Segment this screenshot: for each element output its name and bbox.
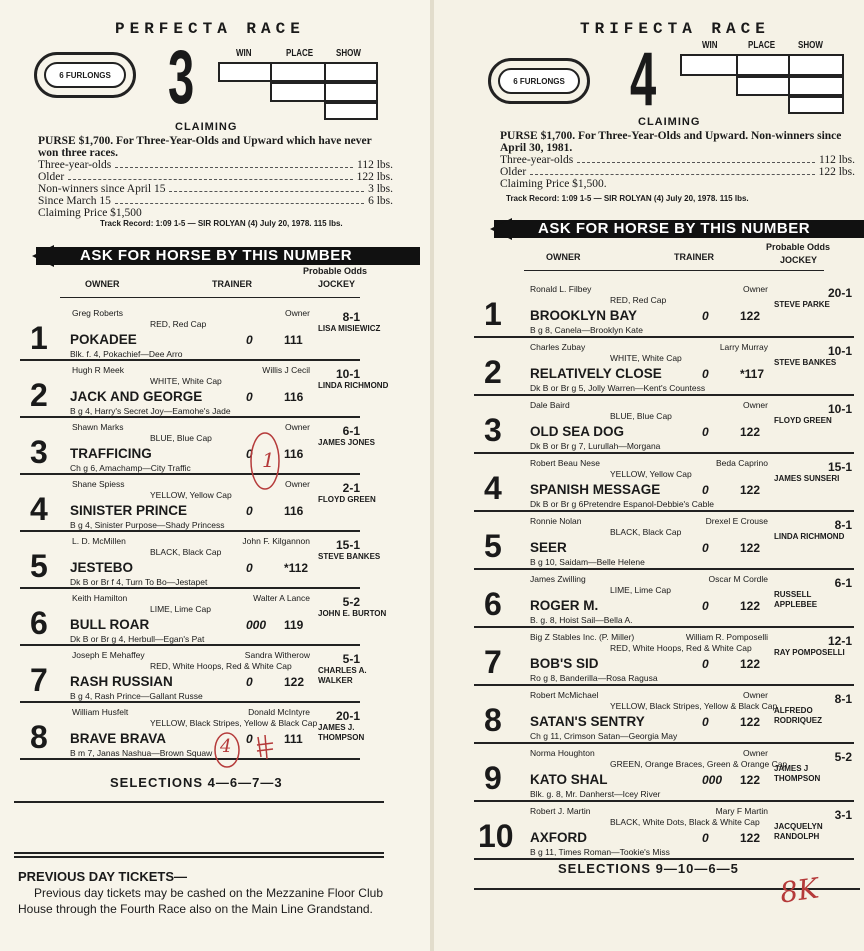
equipment: 0 [702, 483, 709, 497]
weight: 122 [740, 715, 761, 729]
jockey-name: LINDA RICHMOND [774, 532, 845, 541]
silk-colors: YELLOW, Yellow Cap [150, 490, 232, 500]
owner-name: Greg Roberts [72, 308, 124, 318]
entry-rule [20, 416, 360, 418]
track-record: Track Record: 1:09 1-5 — SIR ROLYAN (4) July 20, 1978. 115 lbs. [100, 219, 343, 228]
owner-header: OWNER [546, 252, 581, 262]
trainer-name: Owner [742, 690, 768, 700]
horse-name: BRAVE BRAVA [70, 731, 167, 746]
entry-rule [474, 684, 854, 686]
race-title: TRIFECTA RACE [580, 20, 770, 38]
horse-name: RELATIVELY CLOSE [530, 366, 662, 381]
weight: 116 [284, 504, 304, 518]
purse-text: PURSE $1,700. For Three-Year-Olds and Upward which have never won three races. [38, 135, 372, 159]
horse-name: JESTEBO [70, 560, 134, 575]
pedigree: B. g. 8, Hoist Sail—Bella A. [530, 615, 633, 625]
entry-rule [20, 530, 360, 532]
win-box[interactable] [218, 62, 272, 82]
equipment: 0 [246, 447, 253, 461]
place-box[interactable] [270, 62, 326, 82]
probable-odds: 2-1 [342, 481, 360, 495]
program-number: 5 [484, 528, 502, 565]
horse-entry [0, 648, 430, 705]
weight-row: Non-winners since April 15 3 lbs. [38, 183, 393, 195]
horse-name: OLD SEA DOG [530, 424, 625, 439]
owner-name: Robert Beau Nese [530, 458, 600, 468]
horse-name: POKADEE [70, 332, 137, 347]
trainer-name: Willis J Cecil [262, 365, 310, 375]
payout-grid [218, 48, 378, 120]
horse-name: SPANISH MESSAGE [530, 482, 661, 497]
entry-rule [474, 626, 854, 628]
weight: 116 [284, 447, 304, 461]
trainer-name: Owner [284, 308, 310, 318]
owner-name: Charles Zubay [530, 342, 586, 352]
horse-name: ROGER M. [530, 598, 599, 613]
equipment: 0 [702, 309, 709, 323]
jockey-header: JOCKEY [318, 279, 356, 289]
show-box-2[interactable] [324, 82, 378, 102]
probable-odds: 20-1 [827, 286, 852, 300]
horse-name: BROOKLYN BAY [530, 308, 638, 323]
program-number: 2 [30, 376, 48, 413]
jockey-header: JOCKEY [780, 255, 818, 265]
probable-odds: 20-1 [335, 709, 360, 723]
probable-odds: 8-1 [834, 518, 852, 532]
equipment: 000 [246, 618, 267, 632]
pedigree: B g 4, Harry's Secret Joy—Eamohe's Jade [70, 406, 231, 416]
owner-name: Robert McMichael [530, 690, 599, 700]
program-number: 8 [30, 718, 48, 755]
pedigree: B g 11, Times Roman—Tookie's Miss [530, 847, 670, 857]
owner-header: OWNER [85, 279, 120, 289]
jockey-name: LISA MISIEWICZ [318, 324, 381, 333]
pedigree: Ro g 8, Banderilla—Rosa Ragusa [530, 673, 658, 683]
entry-rule [474, 568, 854, 570]
selections: SELECTIONS 4—6—7—3 [110, 775, 283, 790]
horse-entry [0, 363, 430, 420]
pedigree: Dk B or Br g 7, Lurullah—Morgana [530, 441, 661, 451]
weight: 122 [740, 483, 761, 497]
jockey-name: STEVE PARKE [774, 300, 830, 309]
equipment: 0 [246, 504, 253, 518]
race-number: 4 [630, 37, 657, 122]
track-record: Track Record: 1:09 1-5 — SIR ROLYAN (4) July 20, 1978. 115 lbs. [506, 194, 749, 203]
owner-name: Shawn Marks [72, 422, 124, 432]
owner-name: L. D. McMillen [72, 536, 126, 546]
owner-name: Ronnie Nolan [530, 516, 582, 526]
owner-name: Big Z Stables Inc. (P. Miller) [530, 632, 635, 642]
equipment: 0 [246, 561, 253, 575]
ask-banner: ASK FOR HORSE BY THIS NUMBER [494, 220, 864, 238]
claiming-price: Claiming Price $1,500 [38, 207, 142, 219]
ask-banner: ASK FOR HORSE BY THIS NUMBER [36, 247, 420, 265]
entry-rule [20, 701, 360, 703]
silk-colors: LIME, Lime Cap [610, 585, 671, 595]
entry-rule [20, 758, 360, 760]
entry-rule [474, 858, 854, 860]
horse-entry [0, 306, 430, 363]
trainer-header: TRAINER [674, 252, 714, 262]
jockey-name: CHARLES A. WALKER [318, 666, 367, 685]
race-4-page [434, 0, 864, 951]
show-box[interactable] [788, 54, 844, 76]
owner-name: Dale Baird [530, 400, 570, 410]
handwritten-mark: 4 [220, 736, 232, 757]
entry-rule [474, 394, 854, 396]
handwritten-mark: 8K [777, 871, 821, 910]
show-header: SHOW [336, 48, 361, 59]
jockey-name: STEVE BANKES [318, 552, 381, 561]
probable-odds: 15-1 [827, 460, 852, 474]
trainer-name: Owner [742, 284, 768, 294]
weight-row: Older 122 lbs. [500, 166, 855, 178]
horse-entry [434, 456, 864, 514]
weight: 122 [740, 657, 761, 671]
track-distance: 6 FURLONGS [44, 62, 126, 88]
probable-odds: 8-1 [342, 310, 360, 324]
horse-name: BOB'S SID [530, 656, 599, 671]
weight: 119 [284, 618, 304, 632]
entry-rule [474, 800, 854, 802]
trainer-name: William R. Pomposelli [685, 632, 768, 642]
race-type: CLAIMING [638, 116, 701, 128]
pedigree: B g 4, Sinister Purpose—Shady Princess [70, 520, 225, 530]
entry-rule [474, 510, 854, 512]
probable-odds: 10-1 [335, 367, 360, 381]
jockey-name: JACQUELYN RANDOLPH [774, 822, 823, 841]
pedigree: B g 10, Saidam—Belle Helene [530, 557, 645, 567]
trainer-name: Owner [742, 748, 768, 758]
entry-rule [474, 742, 854, 744]
horse-name: RASH RUSSIAN [70, 674, 173, 689]
weight: 111 [284, 333, 303, 347]
program-number: 6 [484, 586, 502, 623]
pedigree: B g 8, Canela—Brooklyn Kate [530, 325, 643, 335]
race-type: CLAIMING [175, 121, 238, 133]
silk-colors: RED, Red Cap [610, 295, 667, 305]
track-oval-icon [34, 52, 136, 98]
horse-name: JACK AND GEORGE [70, 389, 203, 404]
jockey-name: JOHN E. BURTON [318, 609, 387, 618]
track-oval-icon [488, 58, 590, 104]
race-3-page [0, 0, 430, 951]
silk-colors: RED, White Hoops, Red & White Cap [150, 661, 292, 671]
conditions [38, 135, 393, 219]
show-box-3[interactable] [324, 102, 378, 120]
silk-colors: BLACK, White Dots, Black & White Cap [610, 817, 760, 827]
jockey-name: JAMES JONES [318, 438, 375, 447]
owner-name: James Zwilling [530, 574, 586, 584]
pedigree: Dk B or Br g 4, Herbull—Egan's Pat [70, 634, 205, 644]
win-header: WIN [236, 48, 252, 59]
odds-header: Probable Odds [303, 266, 368, 276]
program-number: 6 [30, 604, 48, 641]
trainer-name: Mary F Martin [715, 806, 768, 816]
handwritten-scribble-mark [255, 733, 275, 761]
show-header: SHOW [798, 40, 823, 51]
probable-odds: 5-1 [342, 652, 360, 666]
header-rule [524, 270, 824, 271]
weight: 122 [740, 541, 761, 555]
place-box-2[interactable] [270, 82, 326, 102]
equipment: 0 [702, 367, 709, 381]
equipment: 0 [702, 425, 709, 439]
entry-rule [20, 359, 360, 361]
win-box[interactable] [680, 54, 738, 76]
entry-rule [20, 587, 360, 589]
weight: 116 [284, 390, 304, 404]
show-box-2[interactable] [788, 76, 844, 96]
jockey-name: RUSSELL APPLEBEE [774, 590, 818, 609]
equipment: 0 [702, 657, 709, 671]
weight-row: Older 122 lbs. [38, 171, 393, 183]
jockey-name: FLOYD GREEN [318, 495, 376, 504]
notice-text: Previous day tickets may be cashed on the Mezzanine Floor Club House through the Fourth Race also on the Main Line Grandstand. [18, 886, 383, 916]
equipment: 0 [702, 715, 709, 729]
probable-odds: 6-1 [834, 576, 852, 590]
equipment: 0 [702, 541, 709, 555]
trainer-name: Owner [284, 422, 310, 432]
divider [14, 801, 384, 803]
entry-rule [474, 452, 854, 454]
equipment: 0 [246, 333, 253, 347]
claiming-price: Claiming Price $1,500. [500, 178, 607, 190]
horse-name: SINISTER PRINCE [70, 503, 188, 518]
win-header: WIN [702, 40, 718, 51]
place-box-2[interactable] [736, 76, 790, 96]
program-number: 2 [484, 354, 502, 391]
equipment: 000 [702, 773, 723, 787]
horse-entry [434, 630, 864, 688]
silk-colors: YELLOW, Yellow Cap [610, 469, 692, 479]
trainer-name: Owner [742, 400, 768, 410]
pedigree: Ch g 11, Crimson Satan—Georgia May [530, 731, 678, 741]
weight: *112 [284, 561, 309, 575]
purse-text: PURSE $1,700. For Three-Year-Olds and Upward. Non-winners since April 30, 1981. [500, 130, 842, 154]
track-distance: 6 FURLONGS [498, 68, 580, 94]
weight: 122 [740, 831, 761, 845]
pedigree: Dk B or Br g 5, Jolly Warren—Kent's Countess [530, 383, 706, 393]
race-number: 3 [168, 35, 195, 120]
trainer-name: Donald McIntyre [248, 707, 310, 717]
horse-entry [434, 514, 864, 572]
trainer-name: John F. Kilgannon [242, 536, 310, 546]
horse-entry [0, 591, 430, 648]
pedigree: Dk B or Br f 4, Turn To Bo—Jestapet [70, 577, 208, 587]
probable-odds: 5-2 [342, 595, 360, 609]
program-number: 1 [30, 319, 48, 356]
horse-entry [434, 688, 864, 746]
program-number: 7 [484, 644, 502, 681]
handwritten-mark: 1 [262, 448, 275, 472]
horse-name: KATO SHAL [530, 772, 608, 787]
program-number: 9 [484, 760, 502, 797]
owner-name: Hugh R Meek [72, 365, 124, 375]
place-header: PLACE [748, 40, 776, 51]
show-box[interactable] [324, 62, 378, 82]
horse-name: AXFORD [530, 830, 587, 845]
selections: SELECTIONS 9—10—6—5 [558, 861, 739, 876]
place-header: PLACE [286, 48, 314, 59]
program-number: 8 [484, 702, 502, 739]
owner-name: Keith Hamilton [72, 593, 128, 603]
divider [14, 856, 384, 858]
weight: 122 [740, 599, 761, 613]
weight: *117 [740, 367, 765, 381]
program-number: 3 [30, 433, 48, 470]
horse-entry [0, 420, 430, 477]
horse-name: BULL ROAR [70, 617, 150, 632]
entry-rule [20, 644, 360, 646]
program-number: 5 [30, 547, 48, 584]
horse-entry [434, 572, 864, 630]
probable-odds: 3-1 [834, 808, 852, 822]
entry-rule [20, 473, 360, 475]
horse-name: TRAFFICING [70, 446, 152, 461]
race-title: PERFECTA RACE [115, 20, 305, 38]
entry-rule [474, 336, 854, 338]
show-box-3[interactable] [788, 96, 844, 114]
program-number: 4 [484, 470, 502, 507]
weight: 122 [740, 425, 761, 439]
pedigree: Ch g 6, Amachamp—City Traffic [70, 463, 191, 473]
jockey-name: JAMES J. THOMPSON [318, 723, 365, 742]
silk-colors: BLUE, Blue Cap [150, 433, 212, 443]
weight: 122 [740, 773, 761, 787]
program-number: 4 [30, 490, 48, 527]
jockey-name: JAMES J THOMPSON [774, 764, 821, 783]
probable-odds: 12-1 [827, 634, 852, 648]
program-number: 3 [484, 412, 502, 449]
horse-entry [434, 282, 864, 340]
silk-colors: GREEN, Orange Braces, Green & Orange Cap [610, 759, 788, 769]
horse-name: SATAN'S SENTRY [530, 714, 645, 729]
trainer-name: Sandra Witherow [244, 650, 310, 660]
silk-colors: WHITE, White Cap [150, 376, 222, 386]
trainer-name: Larry Murray [719, 342, 768, 352]
weight-row: Since March 15 6 lbs. [38, 195, 393, 207]
probable-odds: 10-1 [827, 402, 852, 416]
weight: 122 [740, 309, 761, 323]
trainer-header: TRAINER [212, 279, 252, 289]
owner-name: Joseph E Mehaffey [72, 650, 145, 660]
place-box[interactable] [736, 54, 790, 76]
owner-name: William Husfelt [72, 707, 129, 717]
equipment: 0 [246, 732, 253, 746]
probable-odds: 5-2 [834, 750, 852, 764]
horse-entry [434, 804, 864, 862]
notice-title: PREVIOUS DAY TICKETS— [18, 869, 188, 884]
probable-odds: 10-1 [827, 344, 852, 358]
probable-odds: 15-1 [335, 538, 360, 552]
jockey-name: FLOYD GREEN [774, 416, 832, 425]
jockey-name: ALFREDO RODRIQUEZ [774, 706, 822, 725]
pedigree: Blk. f. 4, Pokachief—Dee Arro [70, 349, 183, 359]
silk-colors: WHITE, White Cap [610, 353, 682, 363]
owner-name: Robert J. Martin [530, 806, 591, 816]
program-number: 1 [484, 296, 502, 333]
horse-entry [434, 398, 864, 456]
equipment: 0 [246, 675, 253, 689]
horse-entry [0, 534, 430, 591]
pedigree: Dk B or Br g 6Pretendre Espanol-Debbie's Cable [530, 499, 714, 509]
jockey-name: LINDA RICHMOND [318, 381, 389, 390]
equipment: 0 [702, 831, 709, 845]
trainer-name: Walter A Lance [253, 593, 310, 603]
silk-colors: YELLOW, Black Stripes, Yellow & Black Cap [610, 701, 778, 711]
silk-colors: RED, White Hoops, Red & White Cap [610, 643, 752, 653]
pedigree: B g 4, Rash Prince—Gallant Russe [70, 691, 203, 701]
conditions [500, 130, 855, 190]
probable-odds: 8-1 [834, 692, 852, 706]
silk-colors: BLACK, Black Cap [610, 527, 682, 537]
horse-entry [434, 340, 864, 398]
equipment: 0 [702, 599, 709, 613]
program-number: 7 [30, 661, 48, 698]
equipment: 0 [246, 390, 253, 404]
horse-entry [434, 746, 864, 804]
silk-colors: YELLOW, Black Stripes, Yellow & Black Cap [150, 718, 318, 728]
trainer-name: Beda Caprino [716, 458, 768, 468]
silk-colors: RED, Red Cap [150, 319, 207, 329]
owner-name: Norma Houghton [530, 748, 595, 758]
weight: 122 [284, 675, 305, 689]
payout-grid [680, 40, 850, 114]
horse-name: SEER [530, 540, 567, 555]
weight: 111 [284, 732, 303, 746]
trainer-name: Owner [284, 479, 310, 489]
owner-name: Shane Spiess [72, 479, 125, 489]
odds-header: Probable Odds [766, 242, 831, 252]
header-rule [60, 297, 360, 298]
pedigree: Blk. g. 8, Mr. Danherst—Icey River [530, 789, 661, 799]
silk-colors: BLACK, Black Cap [150, 547, 222, 557]
owner-name: Ronald L. Filbey [530, 284, 592, 294]
jockey-name: JAMES SUNSERI [774, 474, 840, 483]
silk-colors: LIME, Lime Cap [150, 604, 211, 614]
silk-colors: BLUE, Blue Cap [610, 411, 672, 421]
jockey-name: STEVE BANKES [774, 358, 837, 367]
divider [14, 852, 384, 854]
pedigree: B m 7, Janas Nashua—Brown Squaw [70, 748, 213, 758]
jockey-name: RAY POMPOSELLI [774, 648, 845, 657]
probable-odds: 6-1 [342, 424, 360, 438]
arrow-left-icon [490, 218, 512, 240]
weight-row: Three-year-olds 112 lbs. [500, 154, 855, 166]
arrow-left-icon [32, 245, 54, 267]
program-number: 10 [478, 818, 514, 855]
horse-entry [0, 477, 430, 534]
weight-row: Three-year-olds 112 lbs. [38, 159, 393, 171]
trainer-name: Drexel E Crouse [705, 516, 768, 526]
trainer-name: Oscar M Cordle [708, 574, 768, 584]
